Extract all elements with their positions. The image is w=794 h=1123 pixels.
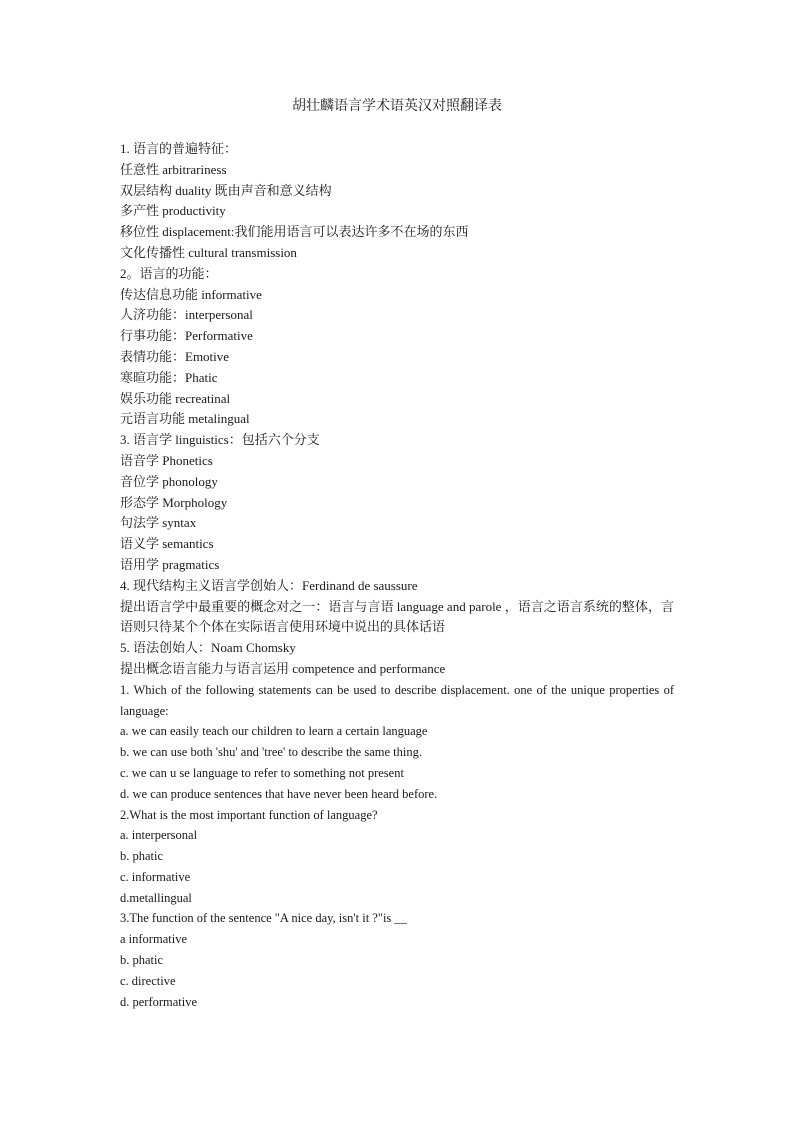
section-3-heading: 3. 语言学 linguistics：包括六个分支 bbox=[120, 432, 320, 448]
q3-option-d: d. performative bbox=[120, 994, 198, 1009]
term-metalingual: 元语言功能 metalingual bbox=[120, 411, 250, 427]
term-pragmatics: 语用学 pragmatics bbox=[120, 556, 220, 572]
section-4-heading: 4. 现代结构主义语言学创始人：Ferdinand de saussure bbox=[120, 577, 418, 593]
question-2-stem: 2.What is the most important function of language? bbox=[120, 807, 378, 822]
q2-option-d: d.metallingual bbox=[120, 890, 192, 905]
term-phonology: 音位学 phonology bbox=[120, 473, 218, 489]
document-body bbox=[120, 139, 674, 1012]
question-3-stem: 3.The function of the sentence "A nice day, isn't it ?"is __ bbox=[120, 911, 407, 926]
term-semantics: 语义学 semantics bbox=[120, 536, 214, 552]
term-morphology: 形态学 Morphology bbox=[120, 494, 228, 510]
q2-option-c: c. informative bbox=[120, 869, 191, 884]
question-1-stem: 1. Which of the following statements can be used to describe displacement. one of the unique properties of language: bbox=[120, 682, 674, 718]
term-cultural-transmission: 文化传播性 cultural transmission bbox=[120, 244, 297, 260]
term-phatic: 寒暄功能：Phatic bbox=[120, 369, 218, 385]
term-arbitrariness: 任意性 arbitrariness bbox=[120, 161, 227, 177]
section-2-heading: 2。语言的功能： bbox=[120, 265, 218, 281]
q3-option-b: b. phatic bbox=[120, 953, 164, 968]
term-displacement: 移位性 displacement:我们能用语言可以表达许多不在场的东西 bbox=[120, 224, 469, 240]
section-1-heading: 1. 语言的普遍特征： bbox=[120, 141, 238, 156]
term-phonetics: 语音学 Phonetics bbox=[120, 452, 213, 468]
term-performative: 行事功能：Performative bbox=[120, 328, 253, 344]
langue-parole-paragraph: 提出语言学中最重要的概念对之一：语言与言语 language and parole ，语言之语言系统的整体，言语则只待某个个体在实际语言使用环境中说出的具体话语 bbox=[120, 598, 674, 635]
q1-option-a: a. we can easily teach our children to learn a certain language bbox=[120, 724, 428, 739]
competence-performance-line: 提出概念语言能力与语言运用 competence and performance bbox=[120, 660, 446, 676]
q3-option-a: a informative bbox=[120, 932, 187, 947]
term-syntax: 句法学 syntax bbox=[120, 515, 197, 531]
term-recreational: 娱乐功能 recreatinal bbox=[120, 390, 231, 406]
q2-option-b: b. phatic bbox=[120, 849, 164, 864]
term-interpersonal: 人济功能：interpersonal bbox=[120, 307, 253, 323]
q1-option-c: c. we can u se language to refer to something not present bbox=[120, 765, 404, 780]
q1-option-b: b. we can use both 'shu' and 'tree' to describe the same thing. bbox=[120, 745, 422, 760]
section-5-heading: 5. 语法创始人：Noam Chomsky bbox=[120, 640, 296, 656]
term-duality: 双层结构 duality 既由声音和意义结构 bbox=[120, 182, 332, 198]
term-productivity: 多产性 productivity bbox=[120, 203, 226, 219]
term-informative: 传达信息功能 informative bbox=[120, 286, 262, 302]
q3-option-c: c. directive bbox=[120, 973, 176, 988]
q2-option-a: a. interpersonal bbox=[120, 828, 198, 843]
q1-option-d: d. we can produce sentences that have never been heard before. bbox=[120, 786, 438, 801]
document-title: 胡壮麟语言学术语英汉对照翻译表 bbox=[292, 99, 502, 114]
term-emotive: 表情功能：Emotive bbox=[120, 348, 230, 364]
